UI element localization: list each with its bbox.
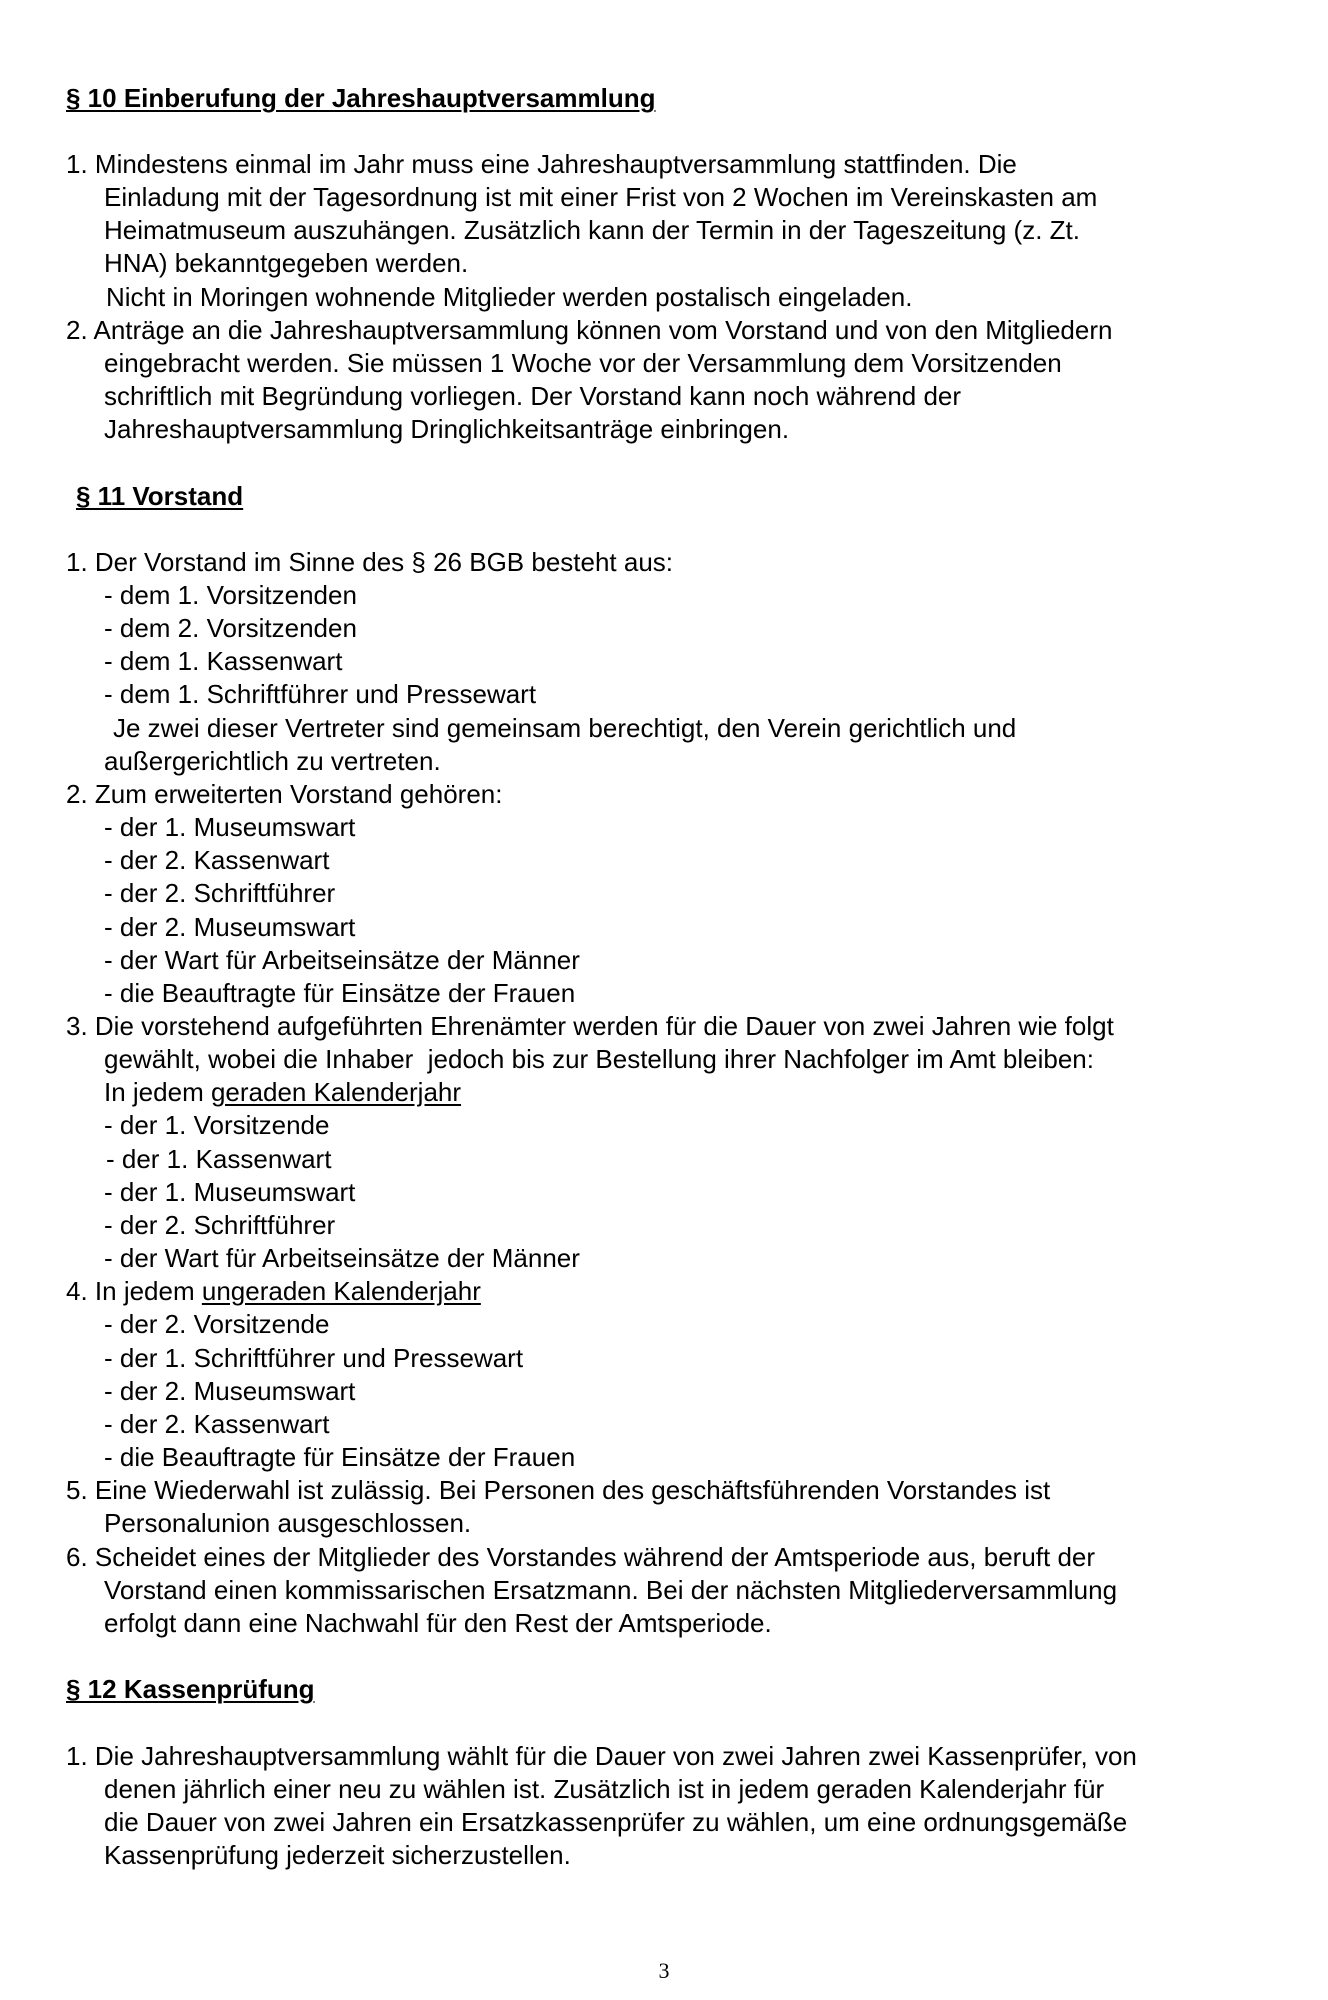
- list-item: - dem 1. Schriftführer und Pressewart: [104, 679, 537, 709]
- list-item: - die Beauftragte für Einsätze der Frauen: [104, 978, 576, 1008]
- list-item: - dem 1. Vorsitzenden: [104, 580, 357, 610]
- list-item: - der 1. Museumswart: [104, 812, 356, 842]
- underlined-term: geraden Kalenderjahr: [210, 1077, 462, 1107]
- paragraph-line: Personalunion ausgeschlossen.: [104, 1508, 472, 1538]
- paragraph-line: 1. Mindestens einmal im Jahr muss eine Jahreshauptversammlung stattfinden. Die: [66, 149, 1017, 179]
- paragraph-line: Je zwei dieser Vertreter sind gemeinsam berechtigt, den Verein gerichtlich und: [113, 713, 1017, 743]
- list-item: - der Wart für Arbeitseinsätze der Männer: [104, 945, 580, 975]
- list-item: - die Beauftragte für Einsätze der Frauen: [104, 1442, 576, 1472]
- list-item: - der 2. Schriftführer: [104, 878, 336, 908]
- list-item: - der 2. Schriftführer: [104, 1210, 336, 1240]
- underlined-term: ungeraden Kalenderjahr: [201, 1276, 481, 1306]
- paragraph-line: erfolgt dann eine Nachwahl für den Rest der Amtsperiode.: [104, 1608, 772, 1638]
- paragraph-line: 3. Die vorstehend aufgeführten Ehrenämter werden für die Dauer von zwei Jahren wie folgt: [66, 1011, 1114, 1041]
- list-item: - der 2. Museumswart: [104, 912, 356, 942]
- list-item: - der 2. Vorsitzende: [104, 1309, 330, 1339]
- paragraph-line: Heimatmuseum auszuhängen. Zusätzlich kann der Termin in der Tageszeitung (z. Zt.: [104, 215, 1080, 245]
- paragraph-line: 1. Der Vorstand im Sinne des § 26 BGB besteht aus:: [66, 547, 674, 577]
- paragraph-line: denen jährlich einer neu zu wählen ist. Zusätzlich ist in jedem geraden Kalenderjahr für: [104, 1774, 1105, 1804]
- text-prefix: In jedem: [104, 1077, 211, 1107]
- paragraph-line: Nicht in Moringen wohnende Mitglieder werden postalisch eingeladen.: [106, 282, 913, 312]
- page-number: 3: [658, 1958, 670, 1983]
- list-item: - der 2. Museumswart: [104, 1376, 356, 1406]
- paragraph-line: Jahreshauptversammlung Dringlichkeitsanträge einbringen.: [104, 414, 790, 444]
- section-heading-11: § 11 Vorstand: [76, 481, 244, 511]
- paragraph-line: 6. Scheidet eines der Mitglieder des Vorstandes während der Amtsperiode aus, beruft der: [66, 1542, 1096, 1572]
- paragraph-line: 2. Anträge an die Jahreshauptversammlung können vom Vorstand und von den Mitgliedern: [66, 315, 1113, 345]
- section-heading-10: § 10 Einberufung der Jahreshauptversammlung: [66, 83, 656, 113]
- list-item: - der 1. Schriftführer und Pressewart: [104, 1343, 524, 1373]
- text-prefix: 4. In jedem: [66, 1276, 202, 1306]
- list-item: - der 1. Kassenwart: [106, 1144, 332, 1174]
- paragraph-line: [66, 1275, 481, 1308]
- list-item: - der 1. Vorsitzende: [104, 1110, 330, 1140]
- paragraph-line: [104, 1076, 461, 1109]
- list-item: - dem 1. Kassenwart: [104, 646, 343, 676]
- list-item: - der 2. Kassenwart: [104, 1409, 330, 1439]
- paragraph-line: HNA) bekanntgegeben werden.: [104, 248, 469, 278]
- paragraph-line: die Dauer von zwei Jahren ein Ersatzkassenprüfer zu wählen, um eine ordnungsgemäße: [104, 1807, 1128, 1837]
- paragraph-line: Kassenprüfung jederzeit sicherzustellen.: [104, 1840, 571, 1870]
- paragraph-line: 2. Zum erweiterten Vorstand gehören:: [66, 779, 503, 809]
- paragraph-line: außergerichtlich zu vertreten.: [104, 746, 441, 776]
- paragraph-line: Vorstand einen kommissarischen Ersatzmann. Bei der nächsten Mitgliederversammlung: [104, 1575, 1118, 1605]
- paragraph-line: gewählt, wobei die Inhaber jedoch bis zur Bestellung ihrer Nachfolger im Amt bleiben:: [104, 1044, 1094, 1074]
- list-item: - der 1. Museumswart: [104, 1177, 356, 1207]
- paragraph-line: Einladung mit der Tagesordnung ist mit einer Frist von 2 Wochen im Vereinskasten am: [104, 182, 1098, 212]
- paragraph-line: eingebracht werden. Sie müssen 1 Woche vor der Versammlung dem Vorsitzenden: [104, 348, 1062, 378]
- paragraph-line: schriftlich mit Begründung vorliegen. Der Vorstand kann noch während der: [104, 381, 962, 411]
- section-heading-12: § 12 Kassenprüfung: [66, 1674, 315, 1704]
- list-item: - dem 2. Vorsitzenden: [104, 613, 357, 643]
- list-item: - der Wart für Arbeitseinsätze der Männer: [104, 1243, 580, 1273]
- paragraph-line: 1. Die Jahreshauptversammlung wählt für die Dauer von zwei Jahren zwei Kassenprüfer, von: [66, 1741, 1137, 1771]
- paragraph-line: 5. Eine Wiederwahl ist zulässig. Bei Personen des geschäftsführenden Vorstandes ist: [66, 1475, 1051, 1505]
- list-item: - der 2. Kassenwart: [104, 845, 330, 875]
